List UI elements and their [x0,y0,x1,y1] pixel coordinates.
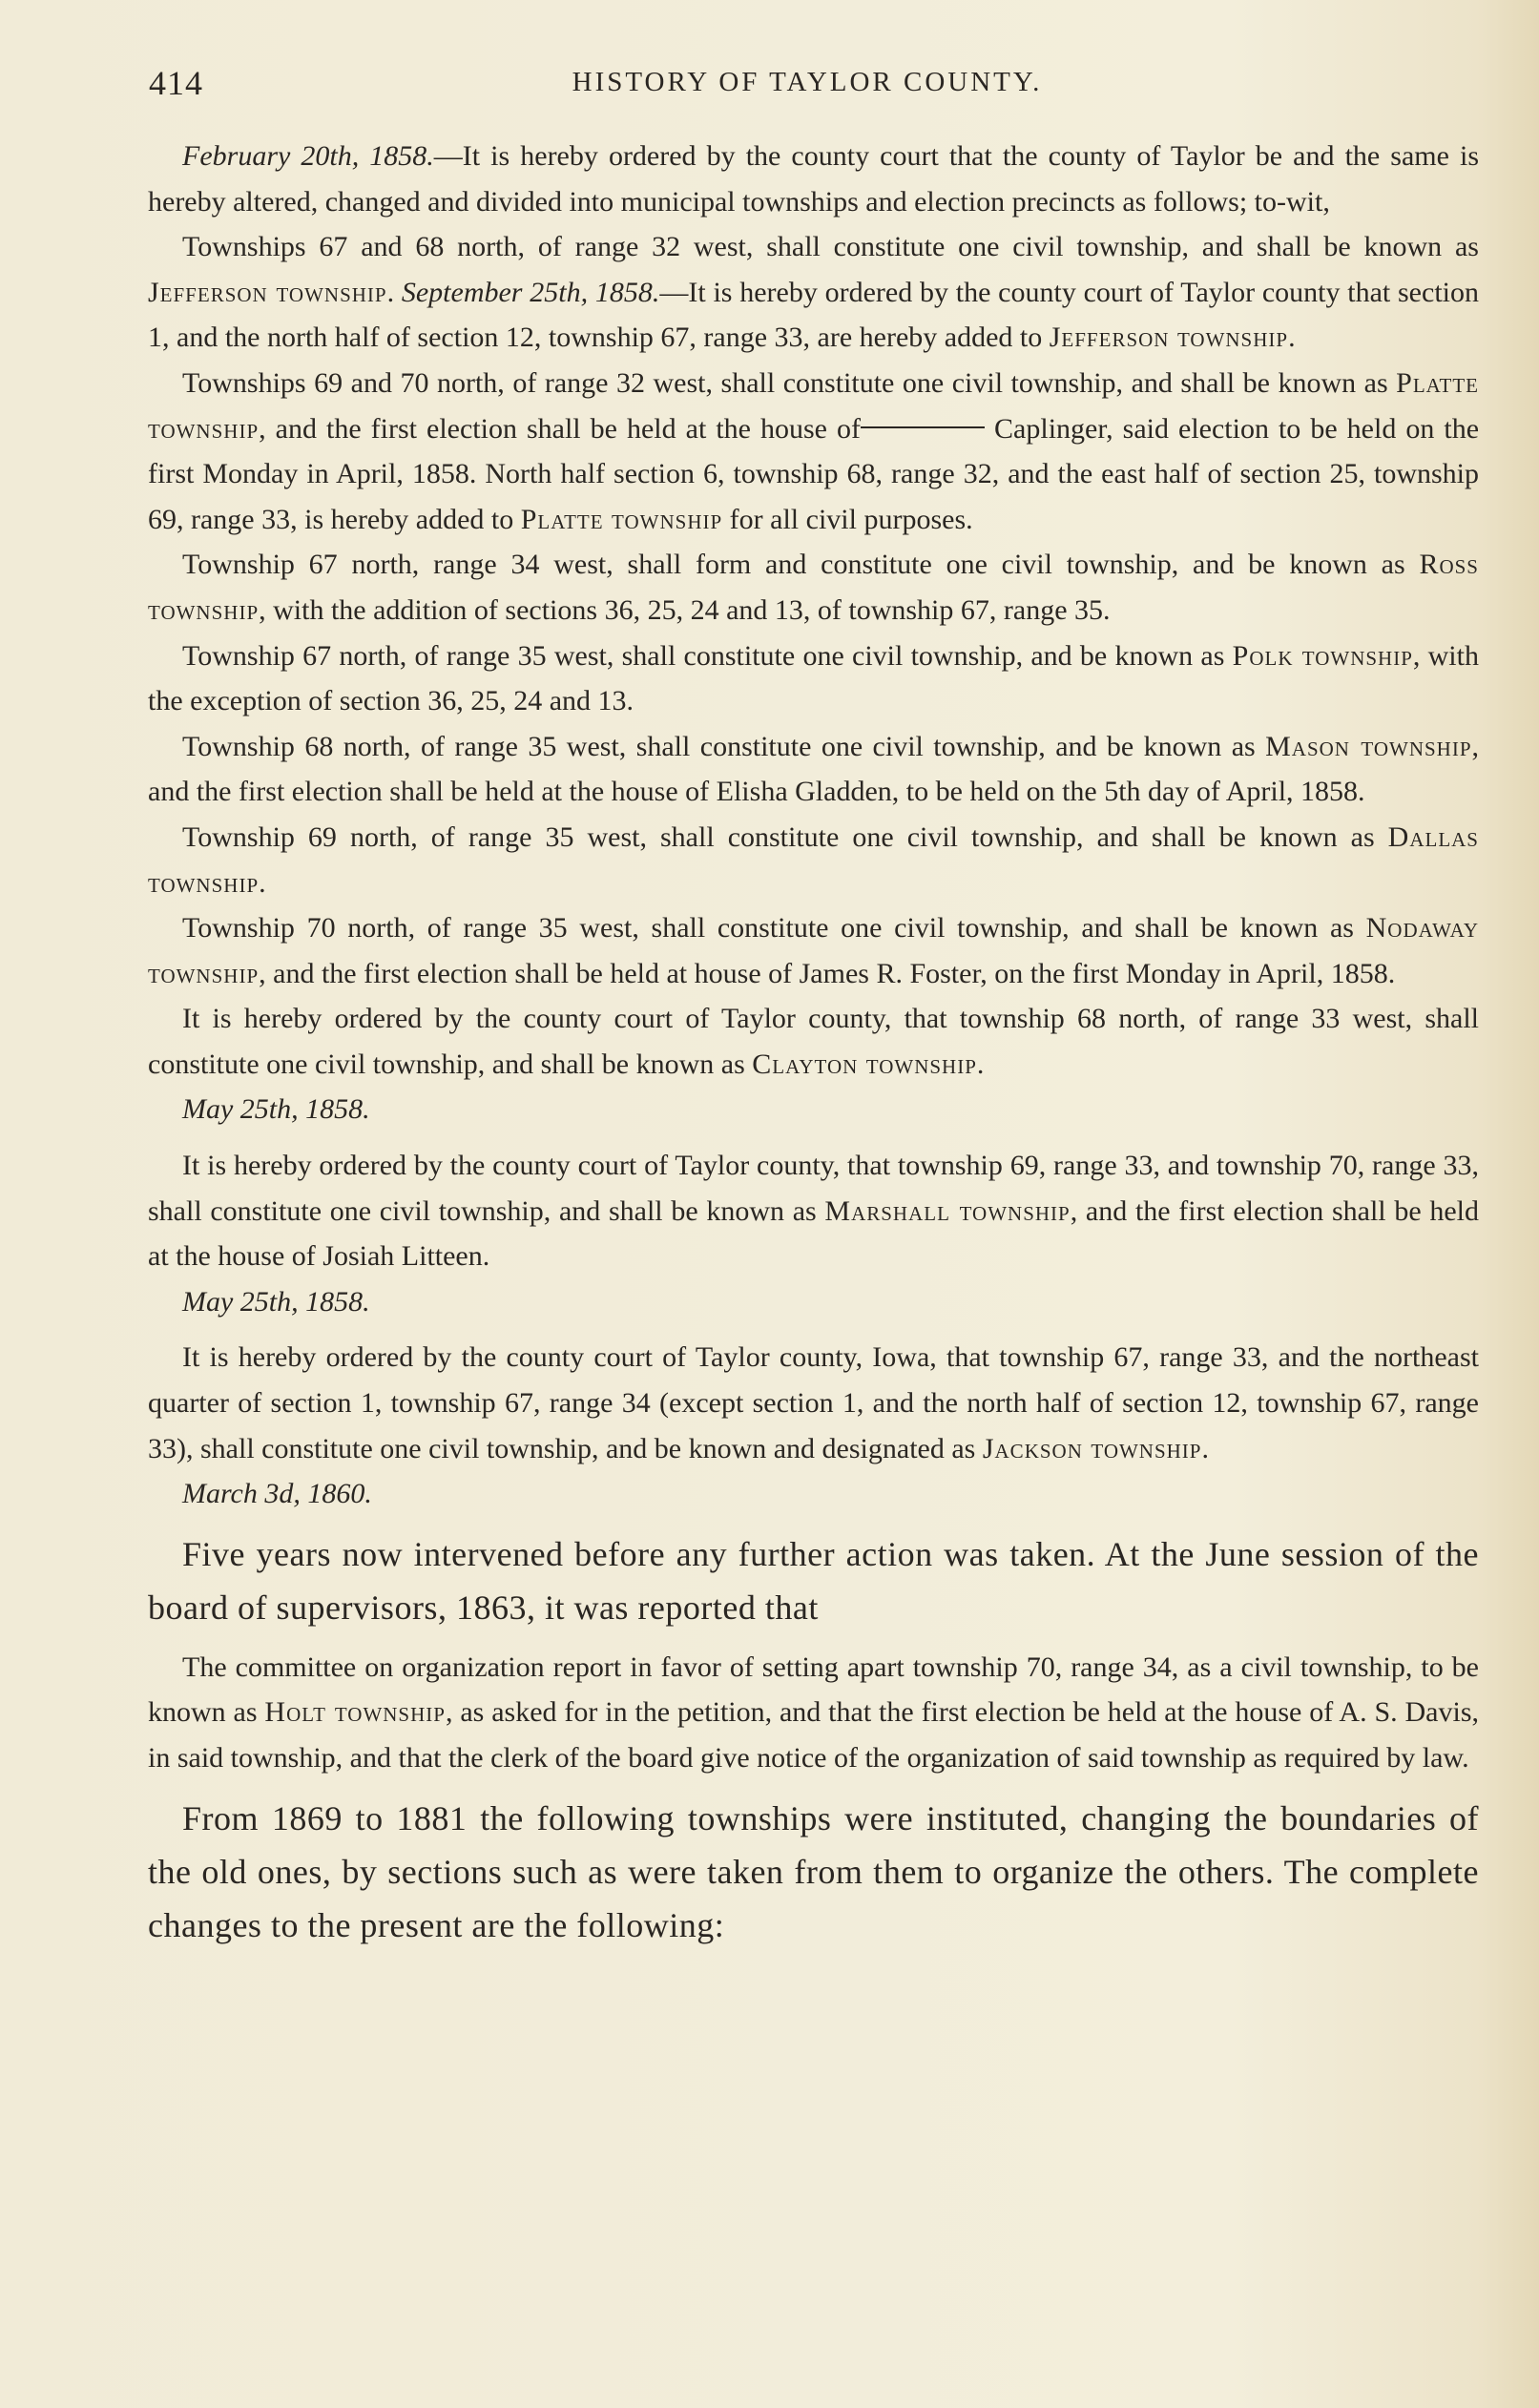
township-name: Polk township [1232,639,1413,672]
township-name: Dallas township [148,820,1479,899]
paragraph-text: The committee on organization report in favor of setting apart township 70, range 34, as a civil township, to be known as [148,1650,1479,1729]
page-body [148,134,1479,1952]
township-name: Platte township [520,503,723,535]
paragraph-text: . [976,1048,985,1080]
paragraph-text: Township 67 north, range 34 west, shall form and constitute one civil township, and be known as [182,549,1420,581]
ordinance-paragraph [148,1645,1479,1781]
township-name: Jefferson township [148,276,387,308]
paragraph-text: It is hereby ordered by the county court of Taylor county, that township 68 north, of range 33 west, shall constitute one civil township, and shall be known as [148,1003,1479,1080]
ordinance-date: February 20th, 1858. [182,140,434,172]
paragraph-text: . [1288,322,1296,354]
ordinance-paragraph [148,1143,1479,1279]
ordinance-paragraph [148,633,1479,724]
paragraph-text: It is hereby ordered by the county court of Taylor county, that township 69, range 33, and township 70, range 33, shall constitute one civil township, and shall be known as [148,1150,1479,1227]
paragraph-text: . [259,866,266,899]
paragraph-text: , as asked for in the petition, and that the first election be held at the house of A. S. Davis, in said township, and that the clerk of the board give notice of the organization of said township as required by law. [148,1696,1480,1774]
ordinance-paragraph [148,905,1479,996]
paragraph-text: . [1201,1432,1209,1464]
paragraph-text: —It is hereby ordered by the county court of Taylor county that section 1, and the north half of section 12, township 67, range 33, are hereby added to [148,276,1479,354]
paragraph-text: —It is hereby ordered by the county court that the county of Taylor be and the same is hereby altered, changed and divided into municipal townships and election precincts as follows; to-wit, [148,140,1480,218]
ordinance-date: May 25th, 1858. [182,1093,370,1126]
paragraph-text: Township 68 north, of range 35 west, shall constitute one civil township, and be known as [182,730,1266,762]
township-name: Ross township [148,549,1479,626]
ordinance-paragraph [148,996,1479,1087]
blank-line [861,426,985,428]
township-name: Clayton township [752,1048,977,1080]
paragraph-text: It is hereby ordered by the county court of Taylor county, Iowa, that township 67, range 33, and the northeast quarter of section 1, township 67, range 34 (except section 1, and the north half of section 12, township 67, range 33), shall constitute one civil township, and be known and designated as [148,1341,1479,1464]
paragraph-text: Township 67 north, of range 35 west, shall constitute one civil township, and be known as [182,639,1233,672]
township-name: Marshall township [824,1194,1071,1227]
paragraph-text: , and the first election shall be held at house of James R. Foster, on the first Monday in April, 1858. [259,957,1396,989]
paragraph-text: Caplinger, said election to be held on the first Monday in April, 1858. North half section 6, township 68, range 32, and the east half of section 25, township 69, range 33, is hereby added to [148,412,1480,535]
township-name: Platte township [148,366,1479,445]
ordinance-paragraph [148,361,1479,542]
ordinance-paragraph [148,724,1479,815]
township-name: Nodaway township [148,912,1479,989]
paragraph-text: Township 69 north, of range 35 west, shall constitute one civil township, and shall be known as [182,820,1388,853]
paragraph-text: for all civil purposes. [722,503,973,535]
running-title: HISTORY OF TAYLOR COUNTY. [572,67,1043,97]
ordinance-paragraph [148,134,1479,224]
paragraph-text: , and the first election shall be held at the house of Elisha Gladden, to be held on the 5th day of April, 1858. [148,730,1480,808]
paragraph-text: , and the first election shall be held at the house of Josiah Litteen. [148,1194,1479,1273]
paragraph-text: Townships 69 and 70 north, of range 32 west, shall constitute one civil township, and shall be known as [182,366,1397,399]
township-name: Holt township [264,1696,446,1729]
paragraph-text: , with the exception of section 36, 25, 24 and 13. [148,639,1479,717]
township-name: Mason township [1265,730,1472,762]
paragraph-text: Township 70 north, of range 35 west, shall constitute one civil township, and shall be known as [182,912,1366,945]
ordinance-date: March 3d, 1860. [182,1478,372,1510]
paragraph-text: , with the addition of sections 36, 25, 24 and 13, of township 67, range 35. [259,593,1111,626]
narrative-paragraph: Five years now intervened before any further action was taken. At the June session of the board of supervisors, 1863, it was reported that [148,1534,1479,1627]
ordinance-paragraph [148,224,1479,361]
paragraph-text: . [386,276,402,308]
ordinance-date: September 25th, 1858. [401,276,660,308]
paragraph-text: Townships 67 and 68 north, of range 32 west, shall constitute one civil township, and shall be known as [182,231,1479,263]
ordinance-paragraph [148,542,1479,633]
ordinance-paragraph [148,1335,1479,1471]
ordinance-paragraph [148,815,1479,905]
paragraph-text: , and the first election shall be held at the house of [259,412,862,445]
township-name: Jefferson township [1049,322,1289,354]
page-header [143,63,1471,111]
narrative-paragraph: From 1869 to 1881 the following townships were instituted, changing the boundaries of the old ones, by sections such as were taken from them to organize the others. The complete changes to the present are the following: [148,1798,1479,1944]
page-number: 414 [149,64,203,102]
township-name: Jackson township [982,1432,1202,1464]
ordinance-date: May 25th, 1858. [182,1285,370,1318]
